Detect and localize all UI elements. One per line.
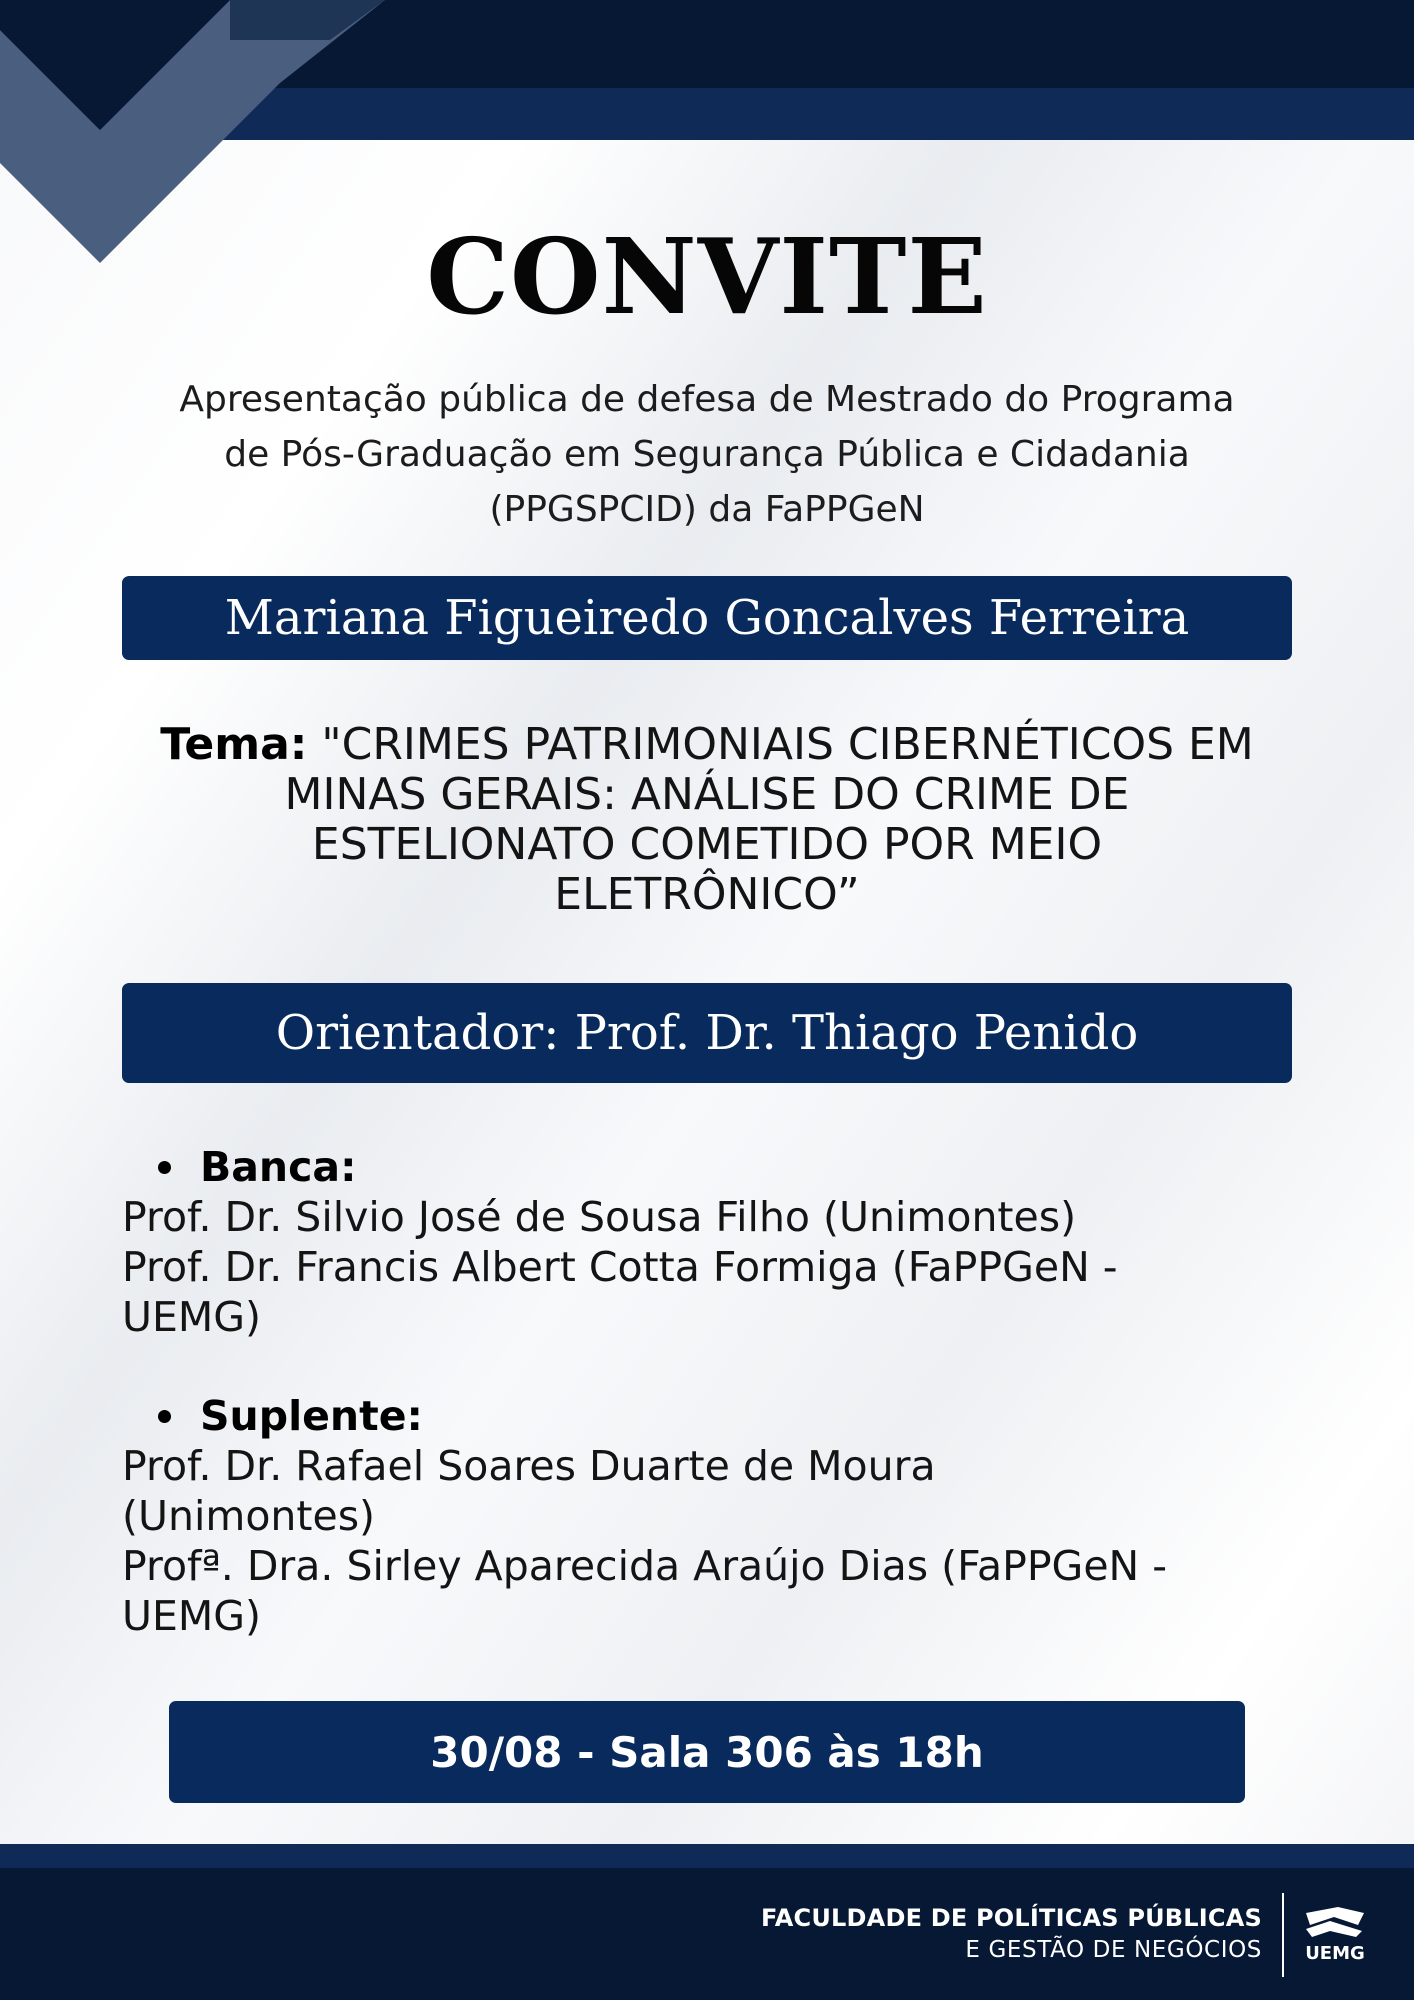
substitutes-section — [122, 1391, 1302, 1641]
substitute-member-line: Profª. Dra. Sirley Aparecida Araújo Dias (FaPPGeN - — [122, 1542, 1168, 1590]
advisor-label: Orientador: Prof. Dr. Thiago Penido — [275, 1005, 1139, 1061]
theme-block — [90, 720, 1324, 920]
theme-text-line: MINAS GERAIS: ANÁLISE DO CRIME DE — [284, 769, 1130, 820]
theme-text-line: ESTELIONATO COMETIDO POR MEIO — [311, 819, 1103, 870]
bullet-dot-icon — [158, 1161, 171, 1174]
candidate-name-banner — [122, 576, 1292, 660]
committee-section — [122, 1142, 1302, 1342]
committee-heading: Banca: — [200, 1143, 357, 1191]
invitation-title: CONVITE — [426, 215, 988, 338]
committee-member-line: Prof. Dr. Francis Albert Cotta Formiga (FaPPGeN - — [122, 1243, 1118, 1291]
date-location-banner — [169, 1701, 1245, 1803]
bullet-dot-icon — [158, 1410, 171, 1423]
uemg-logo-icon — [1300, 1903, 1370, 1975]
substitutes-heading: Suplente: — [200, 1392, 423, 1440]
substitute-member-line: Prof. Dr. Rafael Soares Duarte de Moura — [122, 1442, 936, 1490]
date-location-text: 30/08 - Sala 306 às 18h — [430, 1727, 984, 1777]
committee-member-line: UEMG) — [122, 1293, 262, 1341]
substitute-member-line: UEMG) — [122, 1592, 262, 1640]
theme-label: Tema: — [160, 719, 308, 770]
theme-text-line: "CRIMES PATRIMONIAIS CIBERNÉTICOS EM — [307, 719, 1254, 770]
event-description — [95, 372, 1319, 537]
advisor-banner — [122, 983, 1292, 1083]
description-line: de Pós-Graduação em Segurança Pública e Cidadania — [224, 434, 1190, 475]
faculty-name-line2: E GESTÃO DE NEGÓCIOS — [965, 1937, 1262, 1963]
footer-divider — [1282, 1893, 1284, 1977]
substitute-member-line: (Unimontes) — [122, 1492, 376, 1540]
description-line: Apresentação pública de defesa de Mestrado do Programa — [179, 379, 1235, 420]
candidate-name: Mariana Figueiredo Goncalves Ferreira — [224, 590, 1190, 646]
committee-member-line: Prof. Dr. Silvio José de Sousa Filho (Unimontes) — [122, 1193, 1077, 1241]
footer-stripe — [0, 1844, 1414, 1868]
logo-text: UEMG — [1305, 1943, 1365, 1964]
faculty-name — [761, 1902, 1262, 1966]
description-line: (PPGSPCID) da FaPPGeN — [489, 489, 925, 530]
faculty-name-line1: FACULDADE DE POLÍTICAS PÚBLICAS — [760, 1904, 1262, 1932]
theme-text-line: ELETRÔNICO” — [554, 869, 860, 920]
